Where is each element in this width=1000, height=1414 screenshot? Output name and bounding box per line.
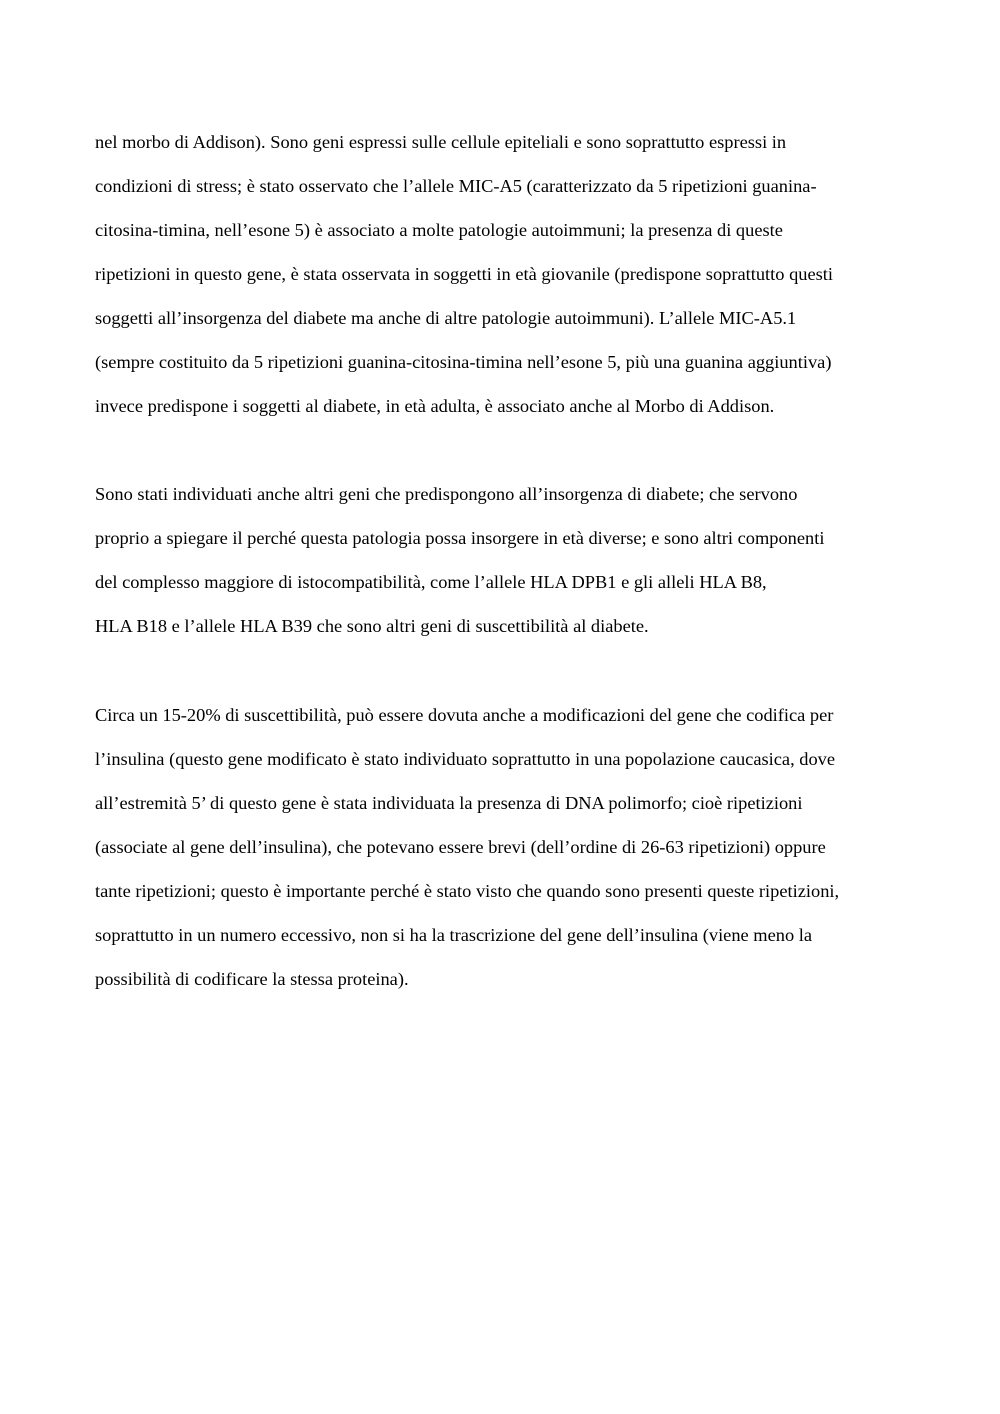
paragraph-line: soggetti all’insorgenza del diabete ma anche di altre patologie autoimmuni). L’allele MIC-A5.1: [95, 308, 797, 328]
paragraph-line: nel morbo di Addison). Sono geni espressi sulle cellule epiteliali e sono soprattutto espressi in: [95, 132, 787, 152]
paragraph-line: soprattutto in un numero eccessivo, non si ha la trascrizione del gene dell’insulina (viene meno la: [95, 925, 813, 945]
paragraph-line: Circa un 15-20% di suscettibilità, può essere dovuta anche a modificazioni del gene che codifica per: [95, 705, 834, 725]
paragraph-line: all’estremità 5’ di questo gene è stata individuata la presenza di DNA polimorfo; cioè ripetizioni: [95, 793, 803, 813]
paragraph-line: invece predispone i soggetti al diabete, in età adulta, è associato anche al Morbo di Addison.: [95, 396, 775, 416]
paragraph-line: (associate al gene dell’insulina), che potevano essere brevi (dell’ordine di 26-63 ripetizioni) oppure: [95, 837, 826, 857]
paragraph-line: HLA B18 e l’allele HLA B39 che sono altri geni di suscettibilità al diabete.: [95, 616, 649, 636]
paragraph-line: del complesso maggiore di istocompatibilità, come l’allele HLA DPB1 e gli alleli HLA B8,: [95, 572, 767, 592]
paragraph-line: condizioni di stress; è stato osservato che l’allele MIC-A5 (caratterizzato da 5 ripetizioni guanina-: [95, 176, 817, 196]
paragraph-line: ripetizioni in questo gene, è stata osservata in soggetti in età giovanile (predispone soprattutto questi: [95, 264, 833, 284]
paragraph-line: proprio a spiegare il perché questa patologia possa insorgere in età diverse; e sono altri componenti: [95, 528, 825, 548]
paragraph-line: l’insulina (questo gene modificato è stato individuato soprattutto in una popolazione caucasica, dove: [95, 749, 836, 769]
paragraph-line: tante ripetizioni; questo è importante perché è stato visto che quando sono presenti queste ripetizioni,: [95, 881, 840, 901]
paragraph-line: Sono stati individuati anche altri geni che predispongono all’insorgenza di diabete; che servono: [95, 484, 798, 504]
paragraph-line: (sempre costituito da 5 ripetizioni guanina-citosina-timina nell’esone 5, più una guanina aggiuntiva): [95, 352, 832, 372]
paragraph-line: possibilità di codificare la stessa proteina).: [95, 969, 409, 989]
paragraph-line: citosina-timina, nell’esone 5) è associato a molte patologie autoimmuni; la presenza di queste: [95, 220, 783, 240]
